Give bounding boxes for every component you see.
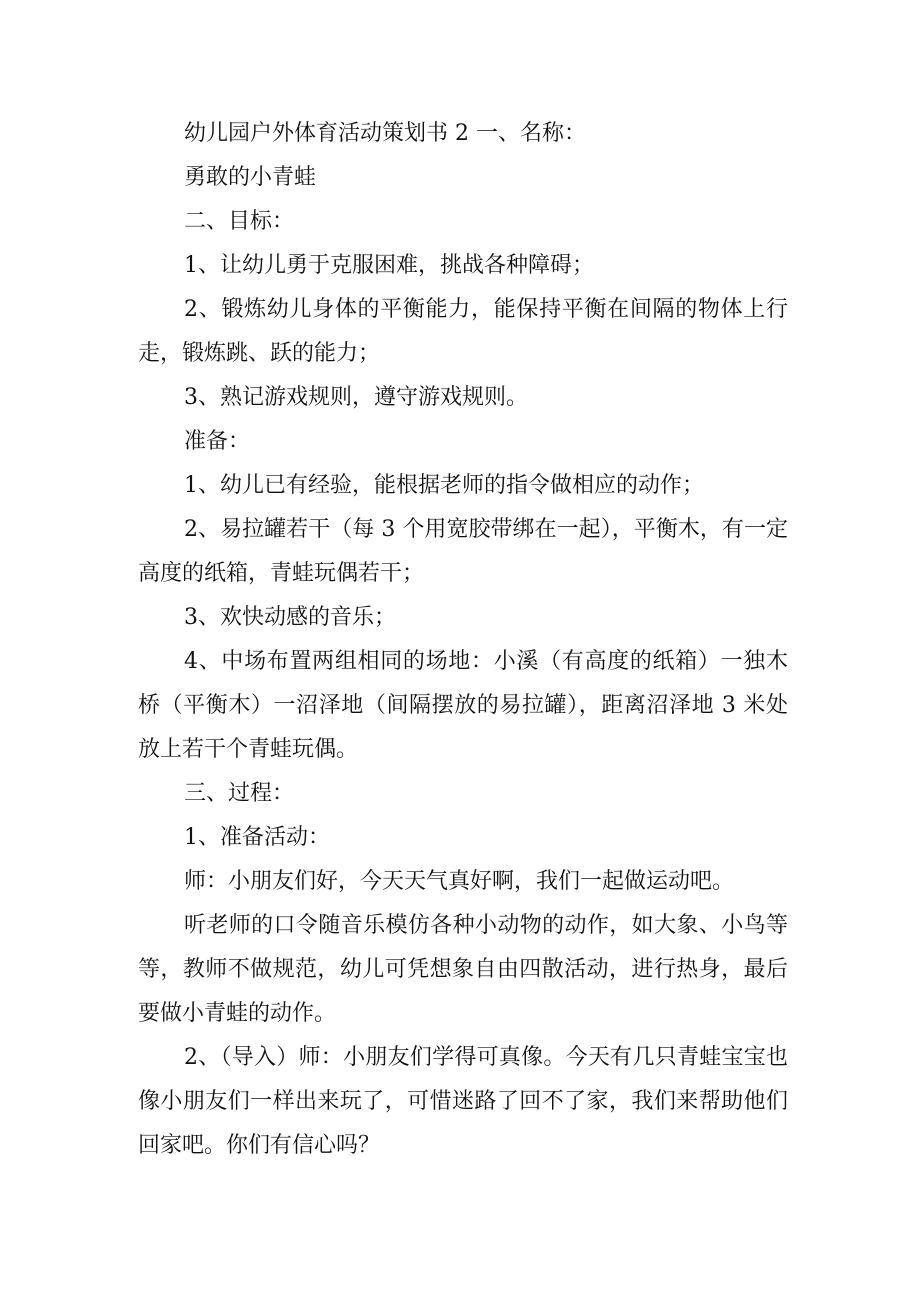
preparation-item-3: 3、欢快动感的音乐； bbox=[184, 605, 396, 630]
process-step-1-description: 听老师的口令随音乐模仿各种小动物的动作，如大象、小鸟等等，教师不做规范，幼儿可凭想象自由四散活动，进行热身，最后要做小青蛙的动作。 bbox=[138, 913, 788, 1026]
section-preparation-heading: 准备： bbox=[184, 429, 251, 454]
process-step-2: 2、（导入）师：小朋友们学得可真像。今天有几只青蛙宝宝也像小朋友们一样出来玩了，可惜迷路了回不了家，我们来帮助他们回家吧。你们有信心吗？ bbox=[138, 1045, 788, 1158]
preparation-item-1: 1、幼儿已有经验，能根据老师的指令做相应的动作； bbox=[184, 473, 704, 498]
process-step-1-teacher-line: 师：小朋友们好，今天天气真好啊，我们一起做运动吧。 bbox=[184, 869, 735, 894]
document-body bbox=[138, 112, 788, 1168]
goal-item-2: 2、锻炼幼儿身体的平衡能力，能保持平衡在间隔的物体上行走，锻炼跳、跃的能力； bbox=[138, 297, 788, 366]
preparation-item-2: 2、易拉罐若干（每 3 个用宽胶带绑在一起），平衡木，有一定高度的纸箱，青蛙玩偶若干； bbox=[138, 517, 788, 586]
preparation-item-4: 4、中场布置两组相同的场地：小溪（有高度的纸箱）一独木桥（平衡木）一沼泽地（间隔摆放的易拉罐），距离沼泽地 3 米处放上若干个青蛙玩偶。 bbox=[138, 649, 788, 762]
section-process-heading: 三、过程： bbox=[184, 781, 295, 806]
goal-item-3: 3、熟记游戏规则，遵守游戏规则。 bbox=[184, 385, 528, 410]
section-goals-heading: 二、目标： bbox=[184, 209, 295, 234]
process-step-1-heading: 1、准备活动： bbox=[184, 825, 330, 850]
goal-item-1: 1、让幼儿勇于克服困难，挑战各种障碍； bbox=[184, 253, 594, 278]
activity-name: 勇敢的小青蛙 bbox=[184, 165, 317, 190]
heading-title-and-name: 幼儿园户外体育活动策划书 2 一、名称： bbox=[184, 121, 586, 146]
